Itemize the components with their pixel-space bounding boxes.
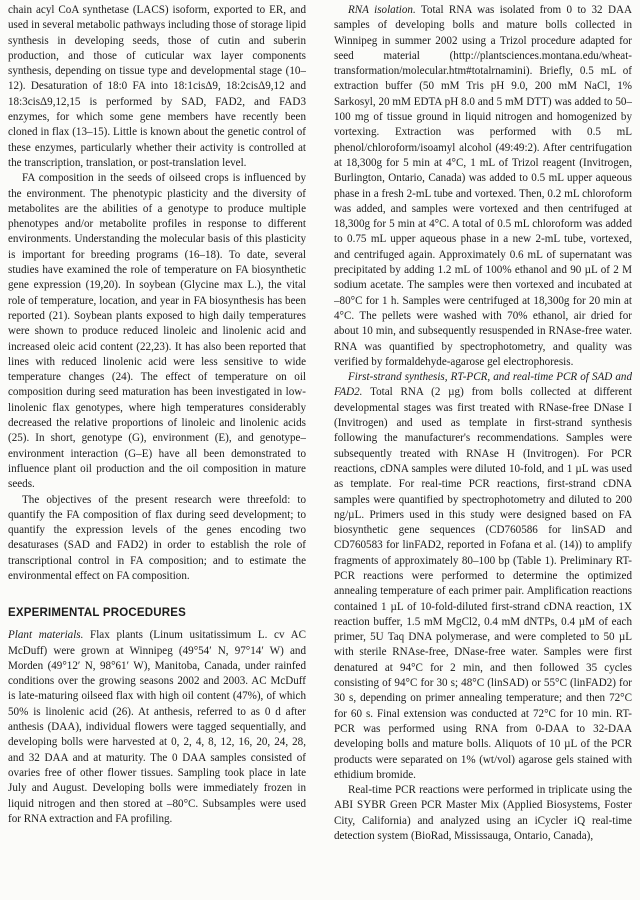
right-column — [334, 3, 632, 897]
paragraph-rna-isolation — [334, 3, 632, 370]
paragraph-plant-materials-body: Flax plants (Linum usitatissimum L. cv AC McDuff) were grown at Winnipeg (49°54′ N, 97°14′ W) and Morden (49°12′ N, 98°61′ W), Manitoba, Canada, under rainfed conditions over the growing seasons 2002 and 2003. AC McDuff is late-maturing oilseed flax with high oil content (47%), of which 50% is linolenic acid (26). At anthesis, referred to as 0 d after anthesis (DAA), individual flowers were tagged sequentially, and developing bolls were harvested at 0, 2, 4, 8, 12, 16, 20, 24, 28, and 32 DAA and at maturity. The 0 DAA samples consisted of ovaries free of other flower tissues. Sampling took place in late July and August. Developing bolls were immediately frozen in liquid nitrogen and then stored at –80°C. Subsamples were used for RNA extraction and FA profiling. — [8, 629, 306, 825]
paragraph-plant-materials — [8, 628, 306, 827]
section-heading-experimental-procedures: EXPERIMENTAL PROCEDURES — [8, 607, 186, 620]
paragraph-rna-isolation-body: Total RNA was isolated from 0 to 32 DAA samples of developing bolls and mature bolls collected in Winnipeg in summer 2002 using a Trizol procedure adapted for seed material (http://plantsciences.montana.edu/wheat-transformation/molecular.htm#totalrnamini). Briefly, 0.5 mL of extraction buffer (50 mM Tris pH 9.0, 200 mM NaCl, 1% Sarkosyl, 20 mM EDTA pH 8.0 and 5 mM DTT) was added to 50–100 mg of tissue ground in liquid nitrogen and homogenized by vortexing. Extraction was performed with 0.5 mL phenol/chloroform/isoamyl alcohol (49:49:2). After centrifugation at 18,300g for 5 min at 4°C, 1 mL of Trizol reagent (Invitrogen, Burlington, Ontario, Canada) was added to 0.5 mL upper aqueous phase in a fresh 2-mL tube and vortexed. Then, 0.2 mL chloroform was added, and samples were vortexed and then centrifuged at 18,300g for 5 min at 4°C. A total of 0.5 mL chloroform was added to 0.75 mL upper aqueous phase in a new 2-mL tube, vortexed, and centrifuged again. Approximately 0.6 mL of supernatant was precipitated by adding 1.2 mL of 100% ethanol and 90 µL of 2 M sodium acetate. The samples were then vortexed and incubated at –80°C for 1 h. Samples were centrifuged at 18,300g for 20 min at 4°C. The pellets were washed with 70% ethanol, air dried for about 10 min, and subsequently resuspended in RNAse-free water. RNA was quantified by spectrophotometry, and quality was verified by formaldehyde-agarose gel electrophoresis. — [334, 4, 632, 368]
paragraph-objectives: The objectives of the present research were threefold: to quantify the FA composition of flax during seed development; to quantify the expression levels of the genes encoding two desaturases (SAD and FAD2) in order to establish the role of transcriptional control in FA composition; and to estimate the environmental effect on FA composition. — [8, 493, 306, 582]
runin-rna-isolation: RNA isolation. — [348, 4, 416, 16]
paragraph-environment: FA composition in the seeds of oilseed crops is influenced by the environment. The phenotypic plasticity and the diversity of metabolites are the abilities of a genotype to produce multiple phenotypes and/or metabolite profiles in response to different environments. Understanding the molecular basis of this plasticity is important for breeding programs (16–18). To date, several studies have examined the role of temperature on FA biosynthetic gene expression (19,20). In soybean (Glycine max L.), the vital role of temperature, location, and year in FA biosynthesis has been reported (21). Soybean plants exposed to high daily temperatures were shown to produce reduced linoleic and linolenic acid and increased oleic acid content (22,23). It has also been reported that lines with reduced linolenic acid were less sensitive to wide temperature changes (24). The effect of temperature on oil composition during seed maturation has been investigated in low-linolenic flax genotypes, where high temperatures considerably decreased the relative proportions of linoleic and linolenic acids (25). In short, genotype (G), environment (E), and genotype–environment interaction (G–E) have all been demonstrated to influence plant oil production and the oil composition in mature seeds. — [8, 172, 306, 491]
paragraph-first-strand — [334, 370, 632, 783]
left-column — [8, 3, 306, 897]
paragraph-first-strand-body: Total RNA (2 µg) from bolls collected at different developmental stages was first treated with RNase-free DNase I (Invitrogen) and used as template in first-strand synthesis following the manufacturer's recommendations. Samples were subsequently treated with RNAse H (Invitrogen). For PCR reactions, cDNA samples were diluted 10-fold, and 1 µL was used as template. For real-time PCR reactions, first-strand cDNA samples were quantified by spectrophotometry and diluted to 200 ng/µL. Primers used in this study were designed based on FA biosynthetic gene sequences (CD760586 for linSAD and CD760583 for linFAD2, reported in Fofana et al. (14)) to amplify fragments of approximately 80–100 bp (Table 1). Preliminary RT-PCR reactions were performed to determine the optimized annealing temperature of each primer pair. Amplification reactions contained 1 µL of 10-fold-diluted first-strand cDNA reaction, 1X reaction buffer, 1.5 mM MgCl2, 0.4 mM dNTPs, 0.4 µM of each primer, 5U Taq DNA polymerase, and were completed to 50 µL with sterile RNAse-free, DNase-free water. Samples were first denatured at 94°C for 2 min, and then followed 35 cycles consisting of 94°C for 30 s; 48°C (linSAD) or 55°C (linFAD2) for 30 s, depending on primer annealing temperature; and then 72°C for 60 s. Final extension was conducted at 72°C for 10 min. RT-PCR was performed using RNA from 0-DAA to 32-DAA developing bolls and mature bolls. Aliquots of 10 µL of the PCR products were separated on 1% (wt/vol) agarose gels stained with ethidium bromide. — [334, 386, 632, 781]
paragraph-real-time-pcr: Real-time PCR reactions were performed in triplicate using the ABI SYBR Green PCR Master Mix (Applied Biosystems, Foster City, California) and analyzed using an iCycler iQ real-time detection system (BioRad, Mississauga, Ontario, Canada), — [334, 784, 632, 843]
paragraph-intro-continued: chain acyl CoA synthetase (LACS) isoform, exported to ER, and used in several metabolic pathways including those of storage lipid synthesis in developing seeds, those of cutin and suberin production, and those of cuticular wax layer components synthesis, depending on tissue type and developmental stage (10–12). Desaturation of 18:0 FA into 18:1cisΔ9, 18:2cisΔ9,12 and 18:3cisΔ9,12,15 is performed by SAD, FAD2, and FAD3 enzymes, for which some gene members have recently been cloned in flax (13–15). Little is known about the genetic control of these enzymes, particularly whether their activity is controlled at the transcription, translation, or post-translation level. — [8, 4, 306, 169]
runin-first-strand: First-strand synthesis, RT-PCR, and real-time PCR of SAD and FAD2. — [334, 371, 632, 399]
runin-plant-materials: Plant materials. — [8, 629, 84, 642]
